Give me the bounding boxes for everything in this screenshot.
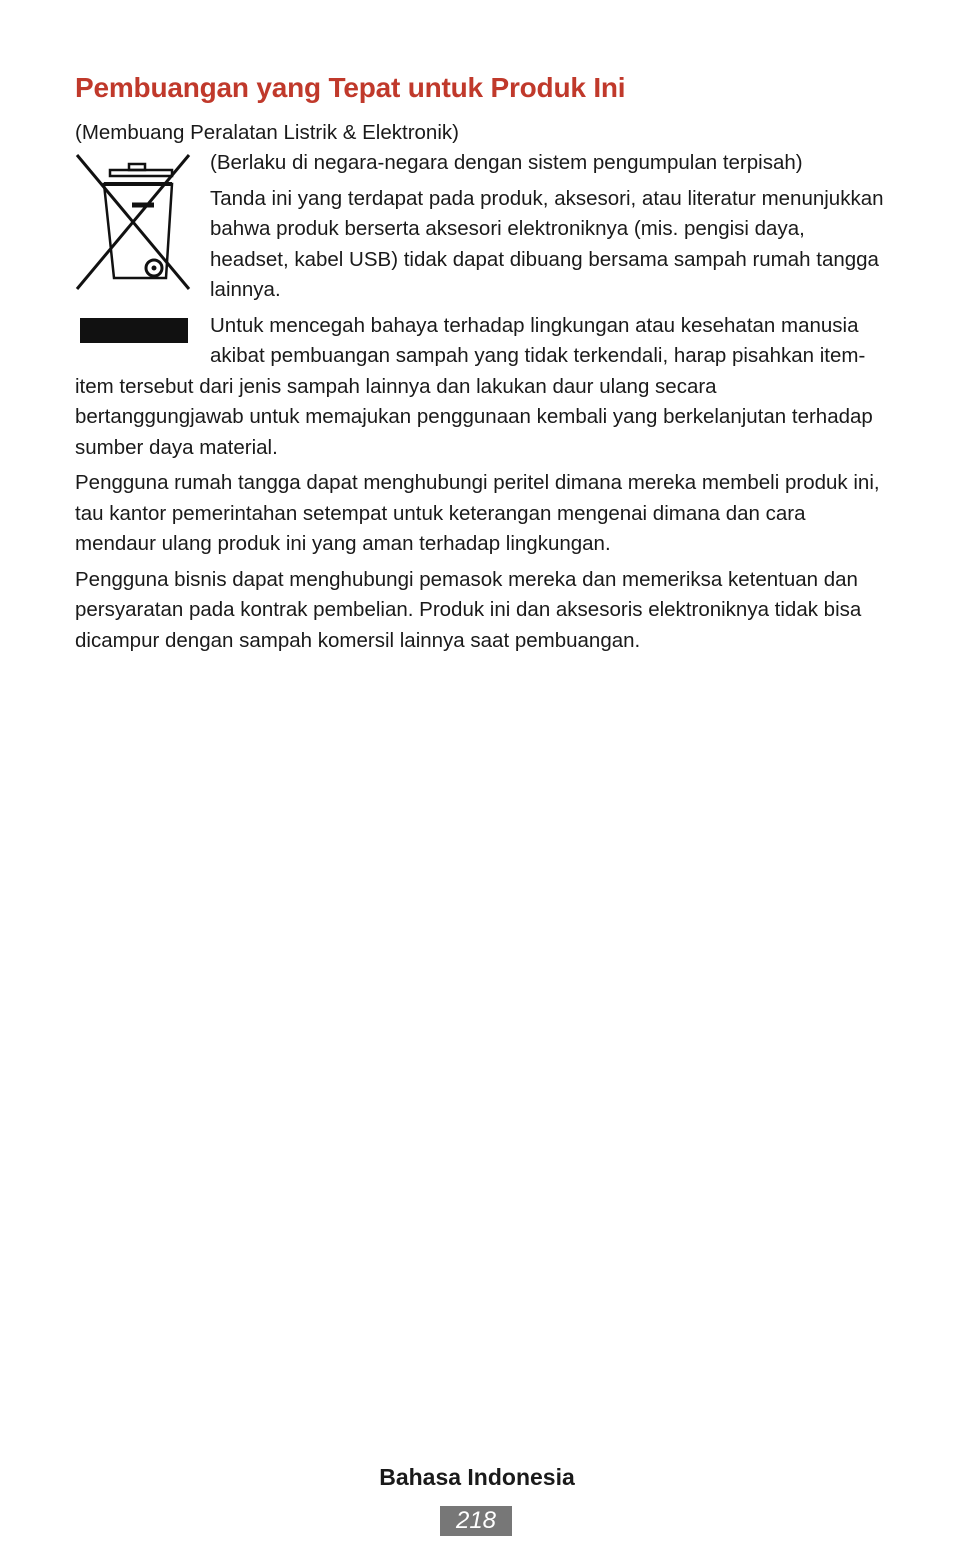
icon-spacer bbox=[75, 148, 210, 366]
page-subtitle: (Membuang Peralatan Listrik & Elektronik) bbox=[75, 121, 459, 144]
paragraph-prevention: Untuk mencegah bahaya terhadap lingkungan atau kesehatan manusia akibat pembuangan sampah yang tidak terkendali, harap pisahkan item-item tersebut dari jenis sampah lainnya dan lakukan daur ulang secara bertanggungjawab untuk memajukan penggunaan kembali yang berkelanjutan terhadap sumber daya material. bbox=[75, 313, 873, 459]
paragraph-household-users: Pengguna rumah tangga dapat menghubungi peritel dimana mereka membeli produk ini, tau kantor pemerintahan setempat untuk keterangan mengenai dimana dan cara mendaur ulang produk ini yang aman terhadap lingkungan. bbox=[75, 471, 880, 555]
page-number-badge: 218 bbox=[440, 1506, 512, 1536]
paragraph-business-users: Pengguna bisnis dapat menghubungi pemasok mereka dan memeriksa ketentuan dan persyaratan pada kontrak pembelian. Produk ini dan aksesoris elektroniknya tidak bisa dicampur dengan sampah komersil lainnya saat pembuangan. bbox=[75, 567, 862, 652]
paragraph-scope: (Berlaku di negara-negara dengan sistem pengumpulan terpisah) bbox=[210, 151, 803, 174]
footer-language: Bahasa Indonesia bbox=[379, 1464, 575, 1490]
body-text bbox=[75, 148, 885, 661]
paragraph-symbol-meaning: Tanda ini yang terdapat pada produk, aksesori, atau literatur menunjukkan bahwa produk berserta aksesori elektroniknya (mis. pengisi daya, headset, kabel USB) tidak dapat dibuang bersama sampah rumah tangga lainnya. bbox=[210, 186, 884, 301]
page-title: Pembuangan yang Tepat untuk Produk Ini bbox=[75, 72, 626, 103]
